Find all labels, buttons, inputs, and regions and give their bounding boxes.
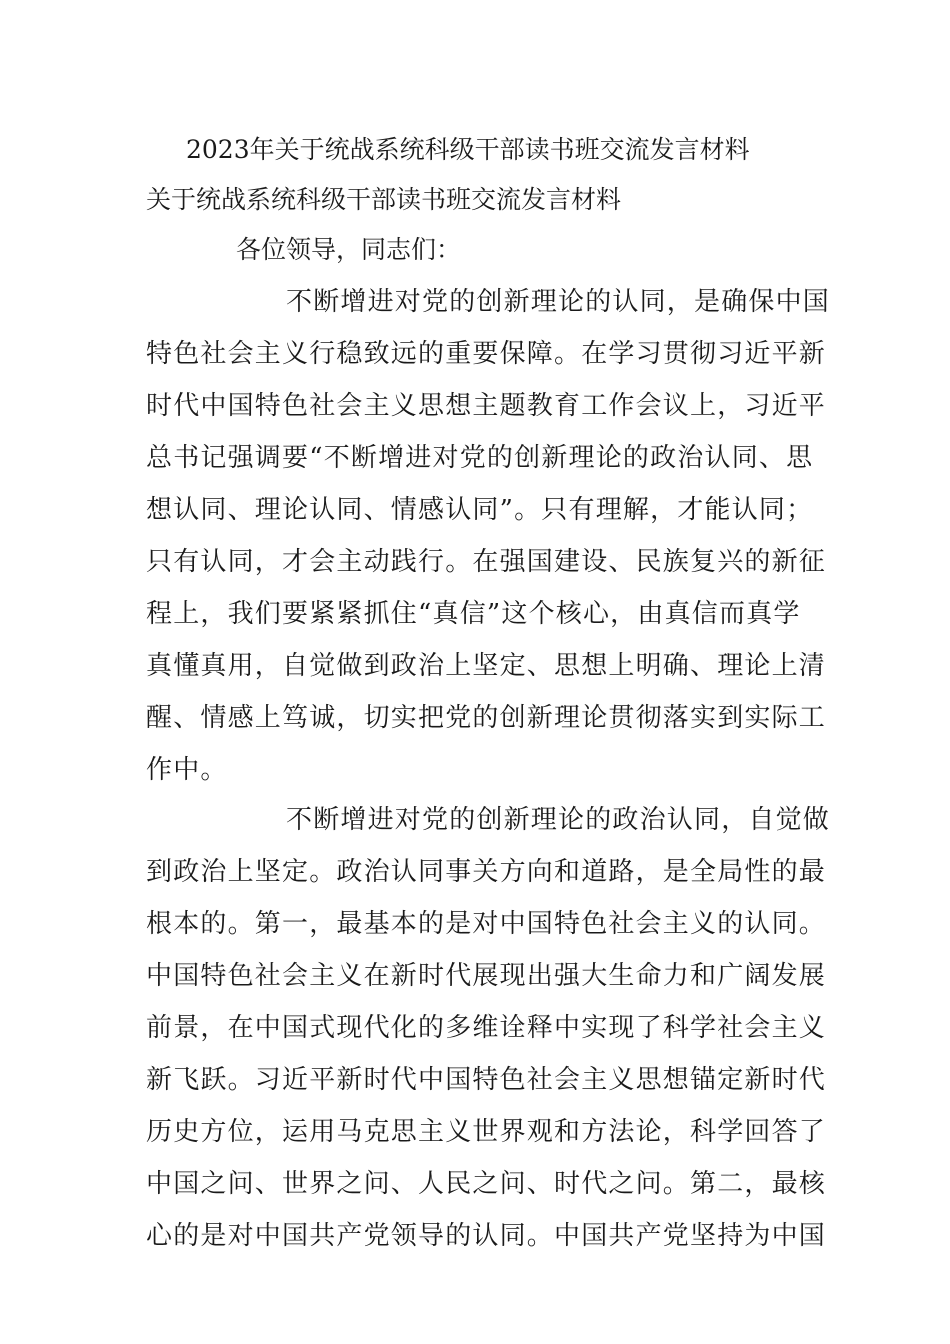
paragraph-line: 作中。 [146,755,228,785]
greeting: 各位领导，同志们： [236,235,462,264]
paragraph-line: 不断增进对党的创新理论的政治认同，自觉做 [286,805,831,835]
paragraph-line: 想认同、理论认同、情感认同”。只有理解，才能认同； [146,495,814,525]
paragraph-line: 时代中国特色社会主义思想主题教育工作会议上，习近平 [146,391,827,421]
paragraph-line: 不断增进对党的创新理论的认同，是确保中国 [286,287,831,317]
paragraph-line: 到政治上坚定。政治认同事关方向和道路，是全局性的最 [146,857,827,887]
paragraph-line: 新飞跃。习近平新时代中国特色社会主义思想锚定新时代 [146,1065,827,1095]
document-title: 2023年关于统战系统科级干部读书班交流发言材料 [186,135,750,164]
paragraph-line: 前景，在中国式现代化的多维诠释中实现了科学社会主义 [146,1013,827,1043]
paragraph-line: 历史方位，运用马克思主义世界观和方法论，科学回答了 [146,1117,827,1147]
document-subtitle: 关于统战系统科级干部读书班交流发言材料 [146,185,622,214]
paragraph-line: 程上，我们要紧紧抓住“真信”这个核心，由真信而真学 [146,599,801,629]
paragraph-line: 根本的。第一，最基本的是对中国特色社会主义的认同。 [146,909,827,939]
paragraph-line: 中国之问、世界之问、人民之问、时代之问。第二，最核 [146,1169,827,1199]
paragraph-line: 醒、情感上笃诚，切实把党的创新理论贯彻落实到实际工 [146,703,827,733]
paragraph-line: 总书记强调要“不断增进对党的创新理论的政治认同、思 [146,443,814,473]
paragraph-line: 中国特色社会主义在新时代展现出强大生命力和广阔发展 [146,961,827,991]
paragraph-line: 只有认同，才会主动践行。在强国建设、民族复兴的新征 [146,547,827,577]
paragraph-line: 特色社会主义行稳致远的重要保障。在学习贯彻习近平新 [146,339,827,369]
paragraph-line: 真懂真用，自觉做到政治上坚定、思想上明确、理论上清 [146,651,827,681]
paragraph-line: 心的是对中国共产党领导的认同。中国共产党坚持为中国 [146,1221,827,1251]
